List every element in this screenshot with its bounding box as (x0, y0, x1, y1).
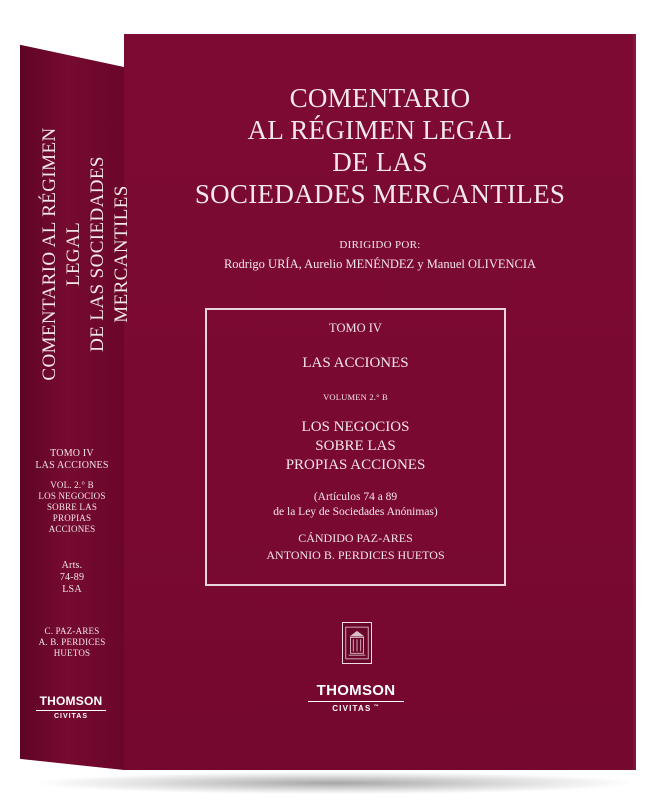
frame-volume: VOLUMEN 2.° B (323, 392, 388, 402)
spine-volume-line: LOS NEGOCIOS (38, 491, 106, 501)
frame-authors (205, 530, 506, 564)
frame-subtitle (205, 418, 506, 475)
spine-logo-rule (36, 710, 106, 711)
frame-author-line: ANTONIO B. PERDICES HUETOS (266, 548, 445, 562)
university-seal-icon (342, 622, 372, 664)
spine-arts (24, 560, 120, 596)
spine-title (30, 104, 132, 404)
spine-title-line-1: COMENTARIO AL RÉGIMEN LEGAL (39, 127, 84, 381)
spine-author-line: A. B. PERDICES (38, 637, 106, 647)
frame-articles-line: de la Ley de Sociedades Anónimas) (273, 506, 438, 518)
cover-publisher-name: THOMSON (316, 682, 396, 699)
spine-author-line: HUETOS (53, 648, 91, 658)
spine-tomo-line: TOMO IV (50, 448, 94, 459)
spine-volume-line: SOBRE LAS (46, 502, 98, 512)
frame-subtitle-line: LOS NEGOCIOS (301, 419, 410, 435)
cover-title-line: SOCIEDADES MERCANTILES (194, 179, 566, 209)
spine-title-line-2: DE LAS SOCIEDADES MERCANTILES (87, 156, 132, 352)
trademark-mark: ™ (373, 704, 380, 710)
spine-publisher-name: THOMSON (39, 694, 103, 708)
spine-volume (24, 480, 120, 535)
frame-tomo: TOMO IV (329, 321, 382, 335)
cover-publisher-imprint (304, 704, 408, 713)
spine-tomo-line: LAS ACCIONES (35, 460, 109, 471)
cover-title (124, 82, 636, 210)
frame-section: LAS ACCIONES (302, 355, 409, 371)
spine-publisher-imprint: CIVITAS (53, 713, 89, 720)
cover-publisher-imprint-text: CIVITAS (332, 704, 372, 713)
frame-subtitle-line: PROPIAS ACCIONES (285, 457, 426, 473)
spine-authors (24, 626, 120, 659)
cover-title-line: AL RÉGIMEN LEGAL (247, 115, 513, 145)
spine-tomo (24, 448, 120, 472)
frame-subtitle-line: SOBRE LAS (315, 438, 396, 454)
spine-arts-line: Arts. (61, 560, 83, 571)
cover-publisher-logo (304, 682, 408, 713)
spine-publisher-logo (30, 694, 112, 720)
directed-by-label: DIRIGIDO POR: (339, 239, 421, 251)
spine-arts-line: LSA (62, 584, 82, 595)
spine-volume-line: ACCIONES (48, 524, 96, 534)
directors: Rodrigo URÍA, Aurelio MENÉNDEZ y Manuel OLIVENCIA (223, 257, 537, 271)
seal-graphic (343, 623, 371, 663)
frame-articles (205, 490, 506, 520)
cover-title-line: COMENTARIO (289, 83, 471, 113)
spine-volume-line: VOL. 2.° B (50, 480, 94, 490)
cover-logo-rule (308, 701, 404, 702)
spine-volume-line: PROPIAS (52, 513, 92, 523)
spine-author-line: C. PAZ-ARES (44, 626, 100, 636)
frame-author-line: CÁNDIDO PAZ-ARES (298, 531, 413, 545)
book-shadow (40, 772, 630, 794)
cover-title-line: DE LAS (332, 147, 428, 177)
spine-arts-line: 74-89 (59, 572, 85, 583)
frame-articles-line: (Artículos 74 a 89 (313, 491, 398, 503)
